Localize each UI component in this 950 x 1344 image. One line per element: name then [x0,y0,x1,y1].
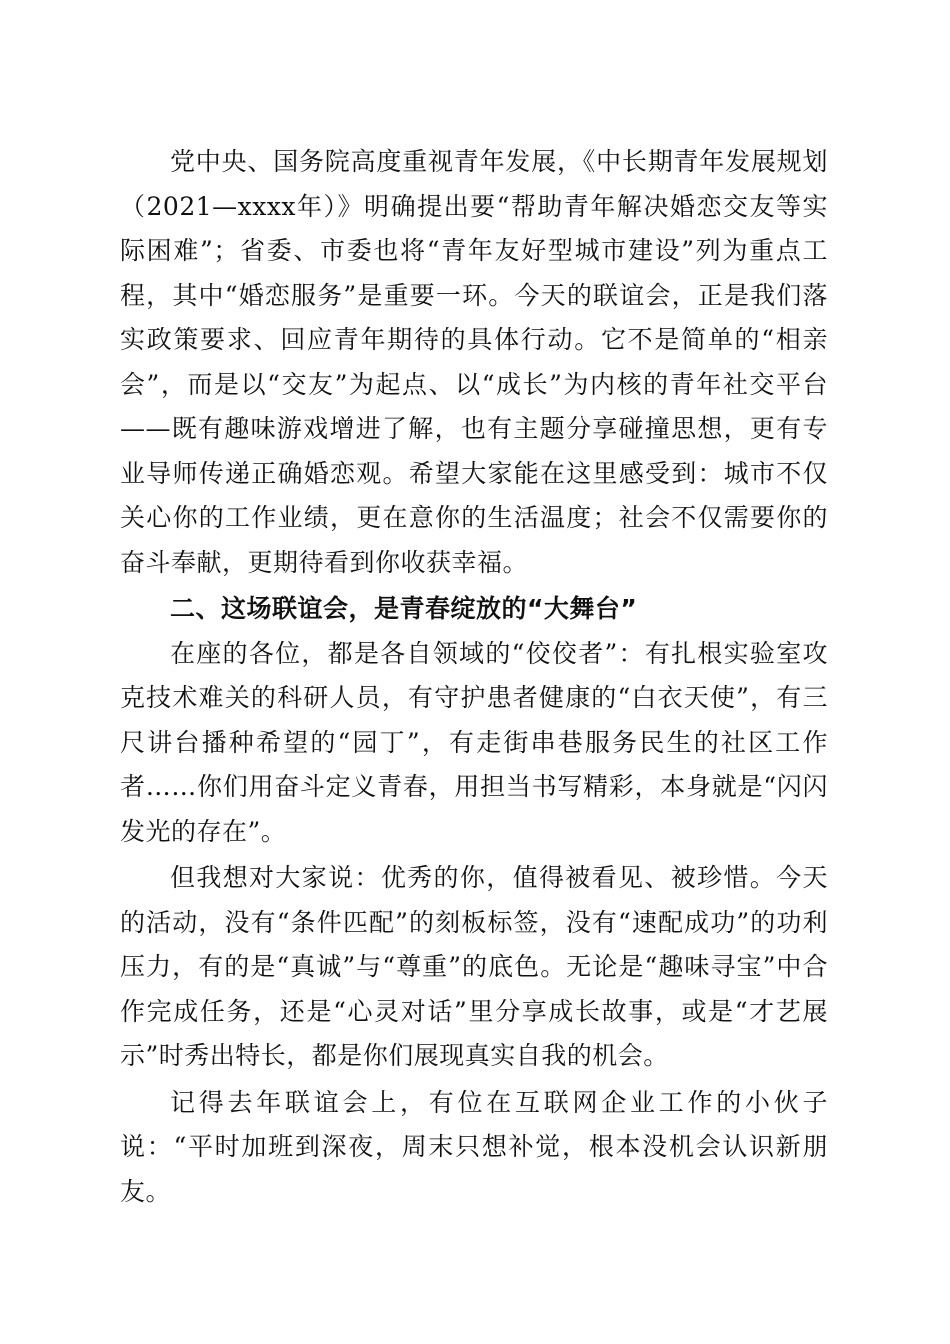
paragraph-anecdote: 记得去年联谊会上，有位在互联网企业工作的小伙子说：“平时加班到深夜，周末只想补觉，根本没机会认识新朋友。 [120,1087,828,1206]
paragraph-audience: 在座的各位，都是各自领域的“佼佼者”：有扎根实验室攻克技术难关的科研人员，有守护患者健康的“白衣天使”，有三尺讲台播种希望的“园丁”，有走街串巷服务民生的社区工作者……你们用奋斗定义青春，用担当书写精彩，本身就是“闪闪发光的存在”。 [120,638,828,846]
paragraph-message: 但我想对大家说：优秀的你，值得被看见、被珍惜。今天的活动，没有“条件匹配”的刻板标签，没有“速配成功”的功利压力，有的是“真诚”与“尊重”的底色。无论是“趣味寻宝”中合作完成任务，还是“心灵对话”里分享成长故事，或是“才艺展示”时秀出特长，都是你们展现真实自我的机会。 [120,863,828,1070]
section-heading-2: 二、这场联谊会，是青春绽放的“大舞台” [170,594,638,623]
paragraph-policy-background: 党中央、国务院高度重视青年发展，《中长期青年发展规划（2021—xxxx年）》明确提出要“帮助青年解决婚恋交友等实际困难”；省委、市委也将“青年友好型城市建设”列为重点工程，其中“婚恋服务”是重要一环。今天的联谊会，正是我们落实政策要求、回应青年期待的具体行动。它不是简单的“相亲会”，而是以“交友”为起点、以“成长”为内核的青年社交平台——既有趣味游戏增进了解，也有主题分享碰撞思想，更有专业导师传递正确婚恋观。希望大家能在这里感受到：城市不仅关心你的工作业绩，更在意你的生活温度；社会不仅需要你的奋斗奉献，更期待看到你收获幸福。 [120,147,828,577]
document-body [120,140,828,1214]
